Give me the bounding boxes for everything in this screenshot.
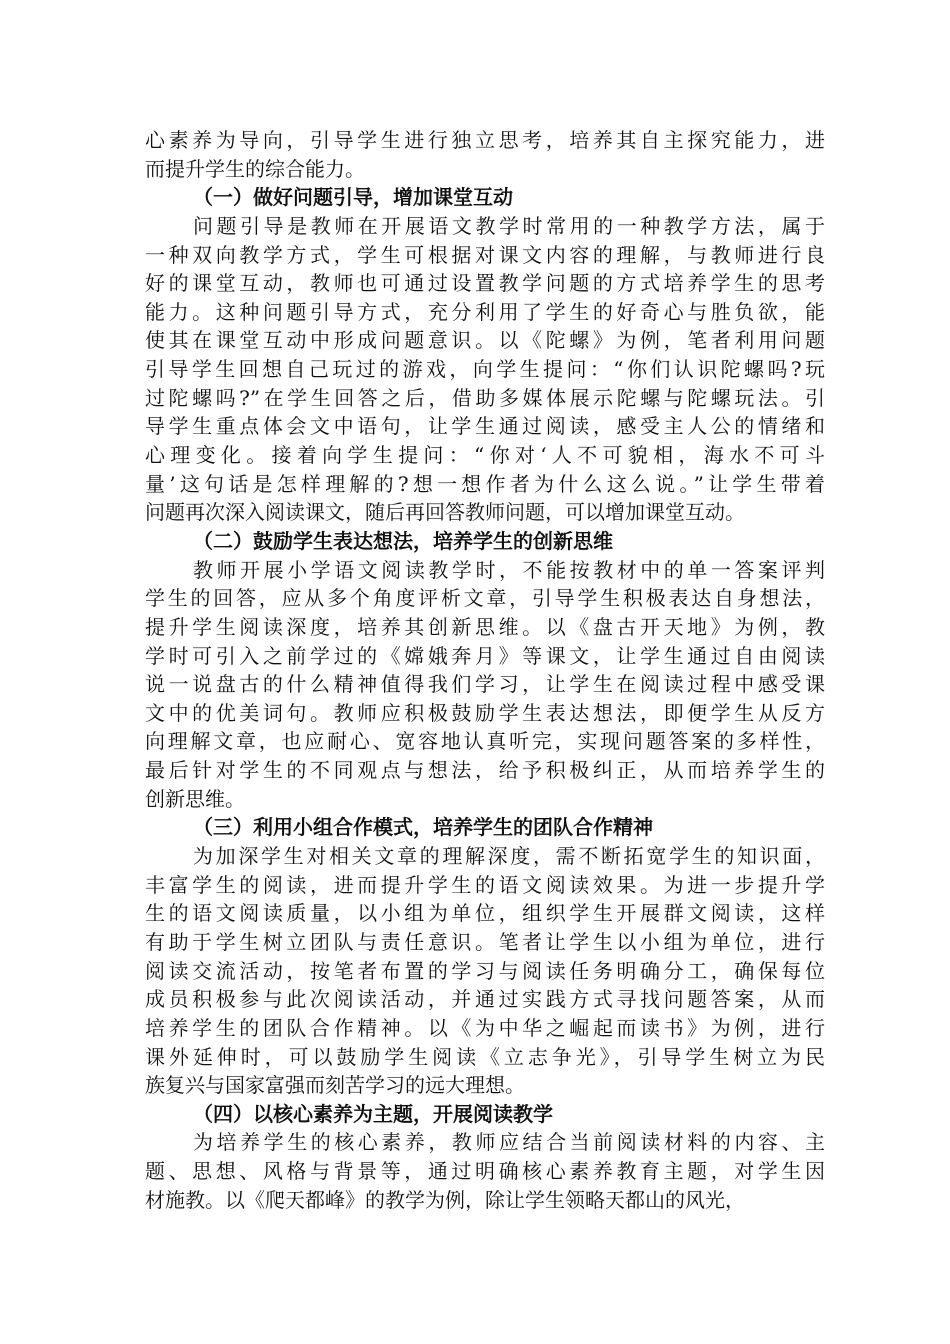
body-text-line: 丰富学生的阅读，进而提升学生的语文阅读效果。为进一步提升学	[145, 872, 825, 897]
body-text-line: 心理变化。接着向学生提问：“你对‘人不可貌相，海水不可斗	[145, 443, 825, 468]
body-text-line: 阅读交流活动，按笔者布置的学习与阅读任务明确分工，确保每位	[145, 958, 825, 983]
body-text-line: 提升学生阅读深度，培养其创新思维。以《盘古开天地》为例，教	[145, 614, 825, 639]
body-text-line: 学生的回答，应从多个角度评析文章，引导学生积极表达自身想法，	[145, 586, 825, 611]
body-text-line: 引导学生回想自己玩过的游戏，向学生提问：“你们认识陀螺吗?玩	[145, 357, 825, 382]
body-text-line: 说一说盘古的什么精神值得我们学习，让学生在阅读过程中感受课	[145, 672, 825, 697]
body-text-line: 课外延伸时，可以鼓励学生阅读《立志争光》，引导学生树立为民	[145, 1044, 825, 1069]
body-text-line: 能力。这种问题引导方式，充分利用了学生的好奇心与胜负欲，能	[145, 299, 825, 324]
section-heading: （一）做好问题引导，增加课堂互动	[193, 185, 513, 210]
body-text-line: 心素养为导向，引导学生进行独立思考，培养其自主探究能力，进	[145, 128, 825, 152]
body-text-line: 培养学生的团队合作精神。以《为中华之崛起而读书》为例，进行	[145, 1015, 825, 1040]
section-heading: （二）鼓励学生表达想法，培养学生的创新思维	[193, 528, 613, 553]
body-text-line: 材施教。以《爬天都峰》的教学为例，除让学生领略天都山的风光，	[145, 1187, 745, 1212]
body-text-line: 向理解文章，也应耐心、宽容地认真听完，实现问题答案的多样性，	[145, 729, 825, 754]
body-text-line: 文中的优美词句。教师应积极鼓励学生表达想法，即便学生从反方	[145, 700, 825, 725]
body-text-line: 导学生重点体会文中语句，让学生通过阅读，感受主人公的情绪和	[145, 414, 825, 439]
body-text-line: 最后针对学生的不同观点与想法，给予积极纠正，从而培养学生的	[145, 758, 825, 783]
body-text-line: 一种双向教学方式，学生可根据对课文内容的理解，与教师进行良	[145, 242, 825, 267]
body-text-line: 教师开展小学语文阅读教学时，不能按教材中的单一答案评判	[193, 557, 825, 582]
body-text-line: 量’这句话是怎样理解的?想一想作者为什么这么说。”让学生带着	[145, 471, 825, 496]
body-text-line: 创新思维。	[145, 786, 245, 811]
body-text-line: 好的课堂互动，教师也可通过设置教学问题的方式培养学生的思考	[145, 271, 825, 296]
body-text-line: 过陀螺吗?”在学生回答之后，借助多媒体展示陀螺与陀螺玩法。引	[145, 385, 825, 410]
section-heading: （三）利用小组合作模式，培养学生的团队合作精神	[193, 815, 653, 840]
body-text-line: 为培养学生的核心素养，教师应结合当前阅读材料的内容、主	[193, 1130, 825, 1155]
body-text-line: 学时可引入之前学过的《嫦娥奔月》等课文，让学生通过自由阅读	[145, 643, 825, 668]
body-text-line: 题、思想、风格与背景等，通过明确核心素养教育主题，对学生因	[145, 1159, 825, 1184]
section-heading: （四）以核心素养为主题，开展阅读教学	[193, 1101, 553, 1126]
body-text-line: 族复兴与国家富强而刻苦学习的远大理想。	[145, 1073, 525, 1098]
body-text-line: 而提升学生的综合能力。	[145, 156, 365, 181]
body-text-line: 问题再次深入阅读课文，随后再回答教师问题，可以增加课堂互动。	[145, 500, 745, 525]
body-text-line: 生的语文阅读质量，以小组为单位，组织学生开展群文阅读，这样	[145, 901, 825, 926]
body-text-line: 为加深学生对相关文章的理解深度，需不断拓宽学生的知识面，	[193, 844, 825, 869]
body-text-line: 有助于学生树立团队与责任意识。笔者让学生以小组为单位，进行	[145, 929, 825, 954]
body-text-line: 成员积极参与此次阅读活动，并通过实践方式寻找问题答案，从而	[145, 987, 825, 1012]
document-body	[145, 126, 825, 1214]
body-text-line: 问题引导是教师在开展语文教学时常用的一种教学方法，属于	[193, 213, 825, 238]
body-text-line: 使其在课堂互动中形成问题意识。以《陀螺》为例，笔者利用问题	[145, 328, 825, 353]
